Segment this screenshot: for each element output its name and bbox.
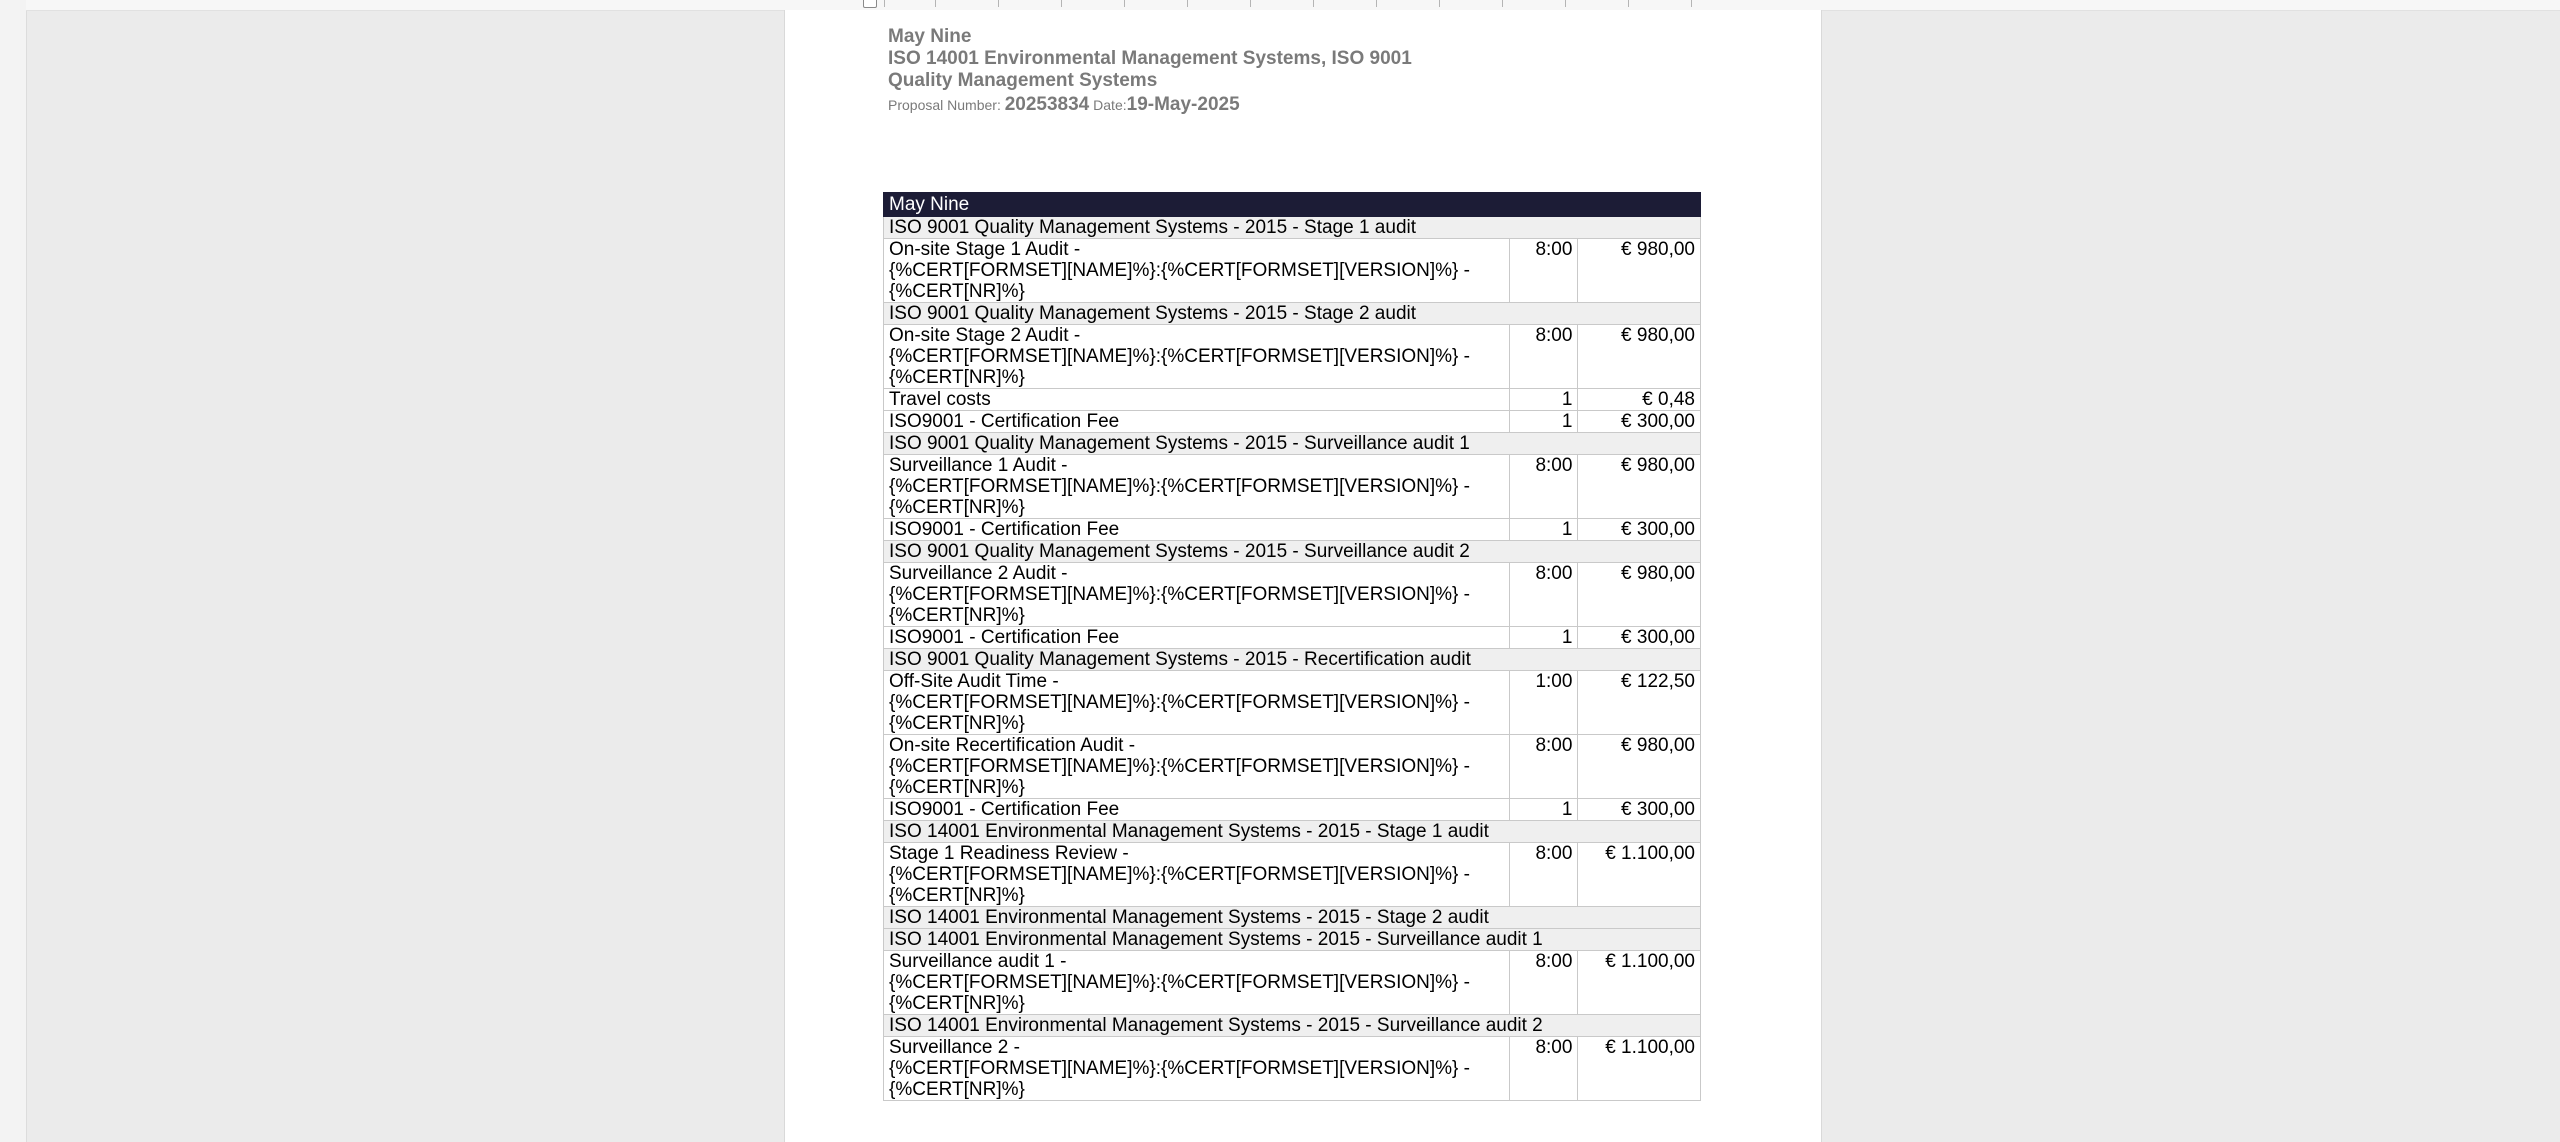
item-description-line: {%CERT[FORMSET][NAME]%}:{%CERT[FORMSET][VERSION]%} - [889,584,1471,605]
standards-line-2: Quality Management Systems [888,70,1158,91]
item-price: € 300,00 [1578,627,1701,649]
ruler-tick [1187,0,1188,7]
line-item-row [884,951,1701,1015]
item-quantity: 8:00 [1509,239,1578,303]
line-item-row [884,519,1701,541]
section-row [884,303,1701,325]
item-description [884,671,1510,735]
section-title: ISO 14001 Environmental Management Systems - 2015 - Stage 1 audit [884,821,1701,843]
item-price: € 980,00 [1578,563,1701,627]
item-description [884,455,1510,519]
item-price: € 980,00 [1578,239,1701,303]
section-row [884,541,1701,563]
ruler-tick [935,0,936,7]
table-title-row [884,193,1701,217]
section-title: ISO 9001 Quality Management Systems - 2015 - Stage 2 audit [884,303,1701,325]
item-description-line: ISO9001 - Certification Fee [889,519,1120,540]
item-description-line: {%CERT[FORMSET][NAME]%}:{%CERT[FORMSET][VERSION]%} - [889,972,1471,993]
section-title: ISO 9001 Quality Management Systems - 2015 - Surveillance audit 2 [884,541,1701,563]
proposal-number-label: Proposal Number: [888,97,1001,113]
item-quantity: 8:00 [1509,951,1578,1015]
item-description-line: {%CERT[FORMSET][NAME]%}:{%CERT[FORMSET][VERSION]%} - [889,260,1471,281]
section-title: ISO 9001 Quality Management Systems - 2015 - Surveillance audit 1 [884,433,1701,455]
line-item-row [884,671,1701,735]
item-description-line: {%CERT[NR]%} [889,605,1025,626]
item-description-line: Off-Site Audit Time - [889,671,1059,692]
ruler-tick [1313,0,1314,7]
section-title: ISO 14001 Environmental Management Systems - 2015 - Stage 2 audit [884,907,1701,929]
item-description-line: {%CERT[NR]%} [889,885,1025,906]
item-description-line: Stage 1 Readiness Review - [889,843,1129,864]
item-price: € 1.100,00 [1578,843,1701,907]
item-description [884,735,1510,799]
item-description-line: {%CERT[NR]%} [889,993,1025,1014]
item-description-line: {%CERT[FORMSET][NAME]%}:{%CERT[FORMSET][VERSION]%} - [889,1058,1471,1079]
item-description-line: On-site Stage 1 Audit - [889,239,1081,260]
left-margin-panel [0,0,27,1142]
item-description-line: {%CERT[NR]%} [889,777,1025,798]
client-name: May Nine [888,26,972,47]
item-description [884,411,1510,433]
item-description-line: {%CERT[FORMSET][NAME]%}:{%CERT[FORMSET][VERSION]%} - [889,864,1471,885]
item-description-line: {%CERT[FORMSET][NAME]%}:{%CERT[FORMSET][VERSION]%} - [889,692,1471,713]
item-price: € 0,48 [1578,389,1701,411]
item-description-line: ISO9001 - Certification Fee [889,411,1120,432]
proposal-number: 20253834 [1004,94,1090,115]
item-quantity: 8:00 [1509,455,1578,519]
item-description-line: {%CERT[NR]%} [889,1079,1025,1100]
line-item-row [884,563,1701,627]
item-description [884,799,1510,821]
item-description [884,389,1510,411]
date-label: Date: [1093,97,1127,113]
item-quantity: 8:00 [1509,325,1578,389]
item-price: € 300,00 [1578,411,1701,433]
line-item-row [884,325,1701,389]
item-quantity: 8:00 [1509,843,1578,907]
item-quantity: 1 [1509,411,1578,433]
item-price: € 980,00 [1578,735,1701,799]
ruler-tick [1691,0,1692,7]
document-page [784,10,1822,1142]
section-row [884,929,1701,951]
ruler-tick [998,0,999,7]
item-quantity: 1:00 [1509,671,1578,735]
section-row [884,907,1701,929]
item-description [884,1037,1510,1101]
ruler-tick [1628,0,1629,7]
item-description-line: {%CERT[FORMSET][NAME]%}:{%CERT[FORMSET][VERSION]%} - [889,756,1471,777]
line-item-row [884,799,1701,821]
item-price: € 1.100,00 [1578,951,1701,1015]
line-item-row [884,1037,1701,1101]
proposal-date: 19-May-2025 [1126,94,1240,115]
item-price: € 1.100,00 [1578,1037,1701,1101]
section-row [884,821,1701,843]
item-quantity: 1 [1509,627,1578,649]
select-checkbox[interactable] [863,0,877,8]
item-description [884,519,1510,541]
item-description-line: Travel costs [889,389,991,410]
item-description [884,951,1510,1015]
section-title: ISO 14001 Environmental Management Systems - 2015 - Surveillance audit 1 [884,929,1701,951]
item-description-line: Surveillance 2 - [889,1037,1020,1058]
item-description-line: {%CERT[FORMSET][NAME]%}:{%CERT[FORMSET][VERSION]%} - [889,346,1471,367]
item-description-line: ISO9001 - Certification Fee [889,627,1120,648]
proposal-header [888,26,1412,117]
section-title: ISO 9001 Quality Management Systems - 2015 - Recertification audit [884,649,1701,671]
line-item-row [884,389,1701,411]
item-description-line: {%CERT[FORMSET][NAME]%}:{%CERT[FORMSET][VERSION]%} - [889,476,1471,497]
item-description-line: Surveillance 2 Audit - [889,563,1068,584]
ruler-tick [1061,0,1062,7]
item-description-line: {%CERT[NR]%} [889,281,1025,302]
line-item-row [884,843,1701,907]
item-description-line: On-site Recertification Audit - [889,735,1136,756]
item-quantity: 8:00 [1509,563,1578,627]
section-row [884,1015,1701,1037]
ruler-tick [1439,0,1440,7]
ruler-tick [1250,0,1251,7]
item-description-line: {%CERT[NR]%} [889,497,1025,518]
item-description-line: {%CERT[NR]%} [889,367,1025,388]
item-description-line: {%CERT[NR]%} [889,713,1025,734]
quote-table [883,192,1701,1101]
ruler-tick [1565,0,1566,7]
proposal-meta [888,93,1412,117]
item-description [884,239,1510,303]
ruler-tick [1124,0,1125,7]
column-ruler [856,0,1692,7]
section-row [884,433,1701,455]
item-description [884,843,1510,907]
ruler-tick [884,0,885,7]
line-item-row [884,627,1701,649]
item-price: € 980,00 [1578,325,1701,389]
section-title: ISO 14001 Environmental Management Systems - 2015 - Surveillance audit 2 [884,1015,1701,1037]
ruler-tick [1376,0,1377,7]
item-description-line: On-site Stage 2 Audit - [889,325,1081,346]
ruler-tick [1502,0,1503,7]
item-description [884,325,1510,389]
line-item-row [884,239,1701,303]
item-description-line: ISO9001 - Certification Fee [889,799,1120,820]
item-quantity: 1 [1509,389,1578,411]
item-description-line: Surveillance audit 1 - [889,951,1067,972]
table-title: May Nine [884,193,1701,217]
section-row [884,217,1701,239]
line-item-row [884,411,1701,433]
item-description [884,627,1510,649]
item-quantity: 1 [1509,799,1578,821]
item-price: € 300,00 [1578,799,1701,821]
item-quantity: 1 [1509,519,1578,541]
item-price: € 122,50 [1578,671,1701,735]
item-quantity: 8:00 [1509,735,1578,799]
item-quantity: 8:00 [1509,1037,1578,1101]
section-title: ISO 9001 Quality Management Systems - 2015 - Stage 1 audit [884,217,1701,239]
standards-line-1: ISO 14001 Environmental Management Systems, ISO 9001 [888,48,1412,69]
item-price: € 300,00 [1578,519,1701,541]
line-item-row [884,455,1701,519]
section-row [884,649,1701,671]
item-description [884,563,1510,627]
line-item-row [884,735,1701,799]
item-description-line: Surveillance 1 Audit - [889,455,1068,476]
item-price: € 980,00 [1578,455,1701,519]
